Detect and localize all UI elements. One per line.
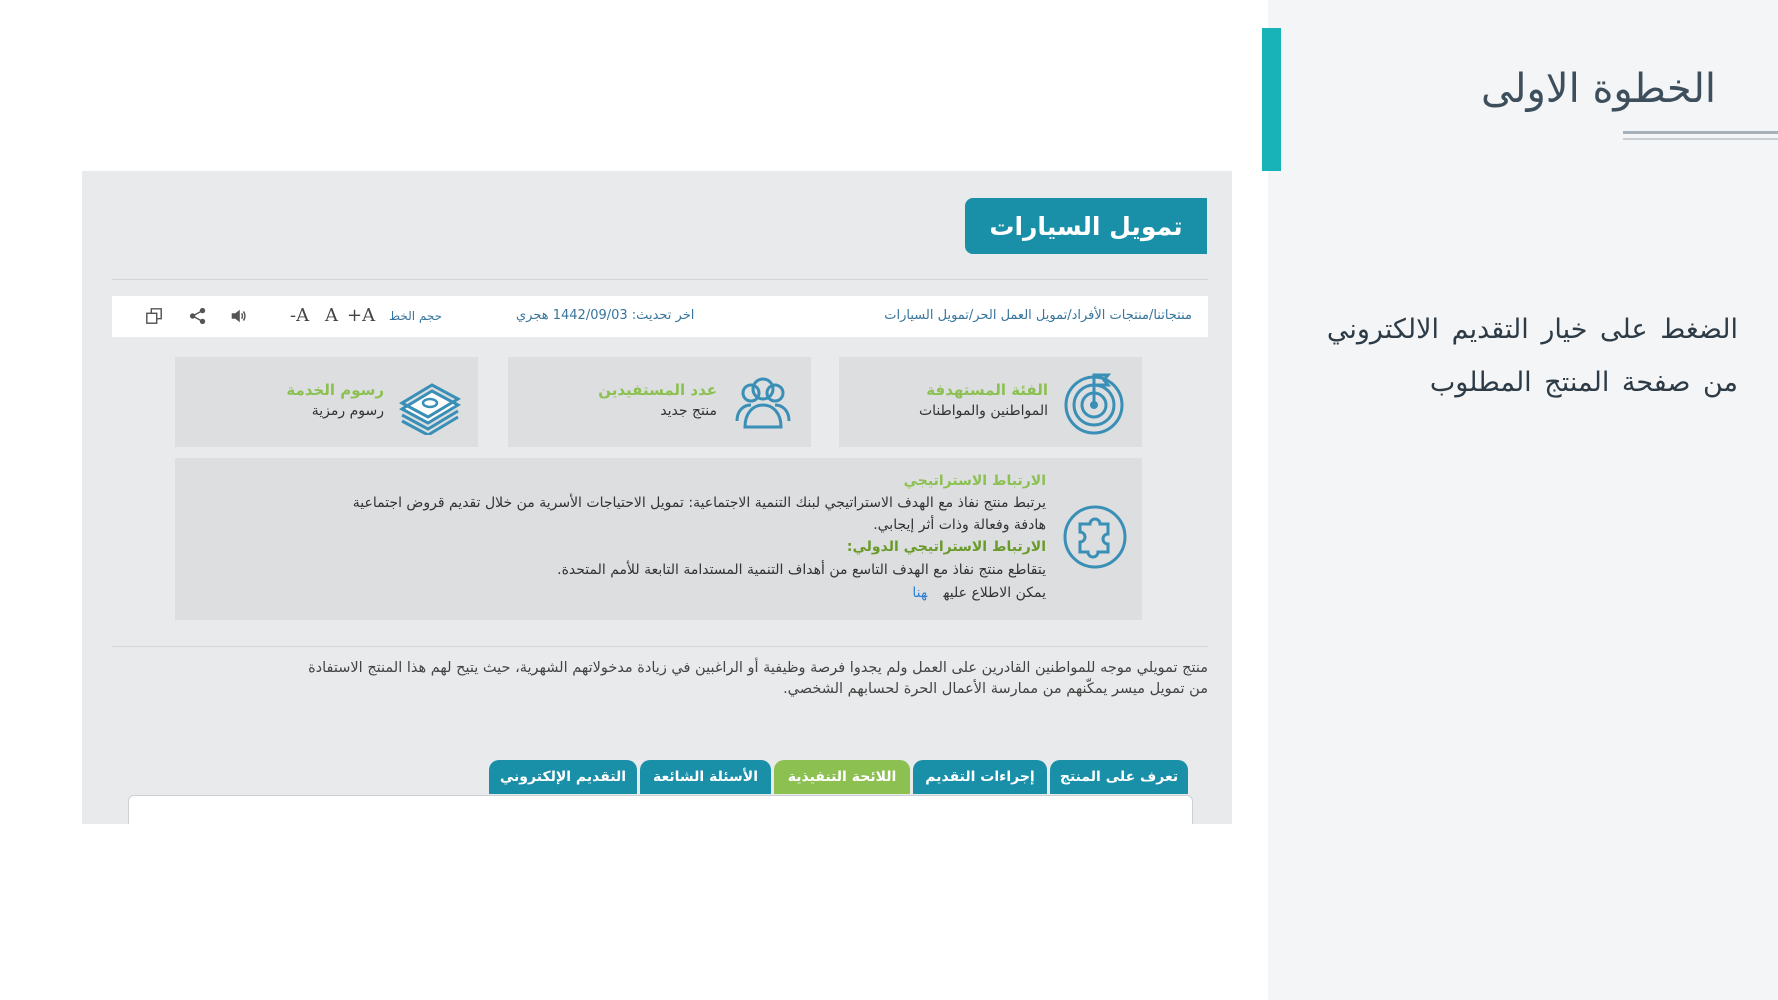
product-description-line-2: من تمويل ميسر يمكّنهم من ممارسة الأعمال الحرة لحسابهم الشخصي. bbox=[783, 681, 1208, 697]
card-target-group bbox=[839, 357, 1142, 447]
card-title: عدد المستفيدين bbox=[598, 381, 717, 399]
strategic-alignment-box bbox=[175, 458, 1142, 620]
puzzle-icon bbox=[1062, 504, 1128, 570]
font-increase-button[interactable]: +A bbox=[347, 305, 376, 326]
strategy-line-2: هادفة وفعالة وذات أثر إيجابي. bbox=[873, 517, 1046, 533]
card-beneficiaries bbox=[508, 357, 811, 447]
strategy-line-1: يرتبط منتج نفاذ مع الهدف الاستراتيجي لبنك التنمية الاجتماعية: تمويل الاحتياجات الأسرية من خلال تقديم قروض اجتماعية bbox=[352, 495, 1046, 511]
tab-faq[interactable]: الأسئلة الشائعة bbox=[640, 760, 771, 794]
tab-content-area bbox=[128, 795, 1193, 824]
divider bbox=[112, 279, 1208, 280]
card-value: رسوم رمزية bbox=[311, 403, 384, 419]
title-underline bbox=[1623, 131, 1778, 134]
last-update: اخر تحديث: 1442/09/03 هجري bbox=[516, 308, 695, 323]
card-title: الفئة المستهدفة bbox=[926, 381, 1048, 399]
strategy-line-4 bbox=[912, 585, 1046, 601]
divider bbox=[112, 646, 1208, 647]
accent-bar bbox=[1262, 28, 1281, 171]
sound-icon[interactable] bbox=[229, 307, 247, 325]
instruction-line-2: من صفحة المنتج المطلوب bbox=[1429, 367, 1738, 398]
here-link[interactable]: هنا bbox=[912, 585, 928, 601]
instruction-line-1: الضغط على خيار التقديم الالكتروني bbox=[1326, 314, 1738, 345]
intl-strategy-title: الارتباط الاستراتيجي الدولي: bbox=[846, 539, 1046, 555]
step-title: الخطوة الاولى bbox=[1480, 66, 1716, 112]
font-normal-button[interactable]: A bbox=[325, 305, 338, 326]
tab-about-product[interactable]: تعرف على المنتج bbox=[1050, 760, 1188, 794]
page-toolbar bbox=[112, 296, 1208, 337]
title-underline-2 bbox=[1623, 138, 1778, 140]
strategy-title: الارتباط الاستراتيجي bbox=[903, 473, 1046, 489]
product-page-screenshot bbox=[82, 171, 1232, 824]
font-size-label: حجم الخط bbox=[389, 309, 443, 323]
instruction-panel bbox=[1268, 0, 1778, 1000]
card-value: المواطنين والمواطنات bbox=[918, 403, 1048, 419]
users-icon bbox=[731, 371, 795, 435]
product-description-line-1: منتج تمويلي موجه للمواطنين القادرين على العمل ولم يجدوا فرصة وظيفية أو الراغبين في زيادة مدخولاتهم الشهرية، حيث يتيح لهم هذا المنتج الاستفادة bbox=[308, 660, 1208, 676]
card-service-fees bbox=[175, 357, 478, 447]
print-icon[interactable] bbox=[145, 307, 163, 325]
share-icon[interactable] bbox=[189, 307, 207, 325]
money-stack-icon bbox=[398, 371, 462, 435]
card-value: منتج جديد bbox=[660, 403, 717, 419]
strategy-line-4-text: يمكن الاطلاع عليه bbox=[943, 585, 1046, 601]
target-icon bbox=[1062, 371, 1126, 435]
tab-online-application[interactable]: التقديم الإلكتروني bbox=[489, 760, 637, 794]
breadcrumb[interactable]: منتجاتنا/منتجات الأفراد/تمويل العمل الحر/تمويل السيارات bbox=[884, 308, 1192, 323]
tab-application-procedures[interactable]: إجراءات التقديم bbox=[913, 760, 1047, 794]
card-title: رسوم الخدمة bbox=[286, 381, 384, 399]
tab-executive-regulations[interactable]: اللائحة التنفيذية bbox=[774, 760, 910, 794]
product-title: تمويل السيارات bbox=[965, 198, 1207, 254]
strategy-line-3: يتقاطع منتج نفاذ مع الهدف التاسع من أهداف التنمية المستدامة التابعة للأمم المتحدة. bbox=[557, 562, 1046, 578]
font-decrease-button[interactable]: -A bbox=[290, 305, 310, 326]
